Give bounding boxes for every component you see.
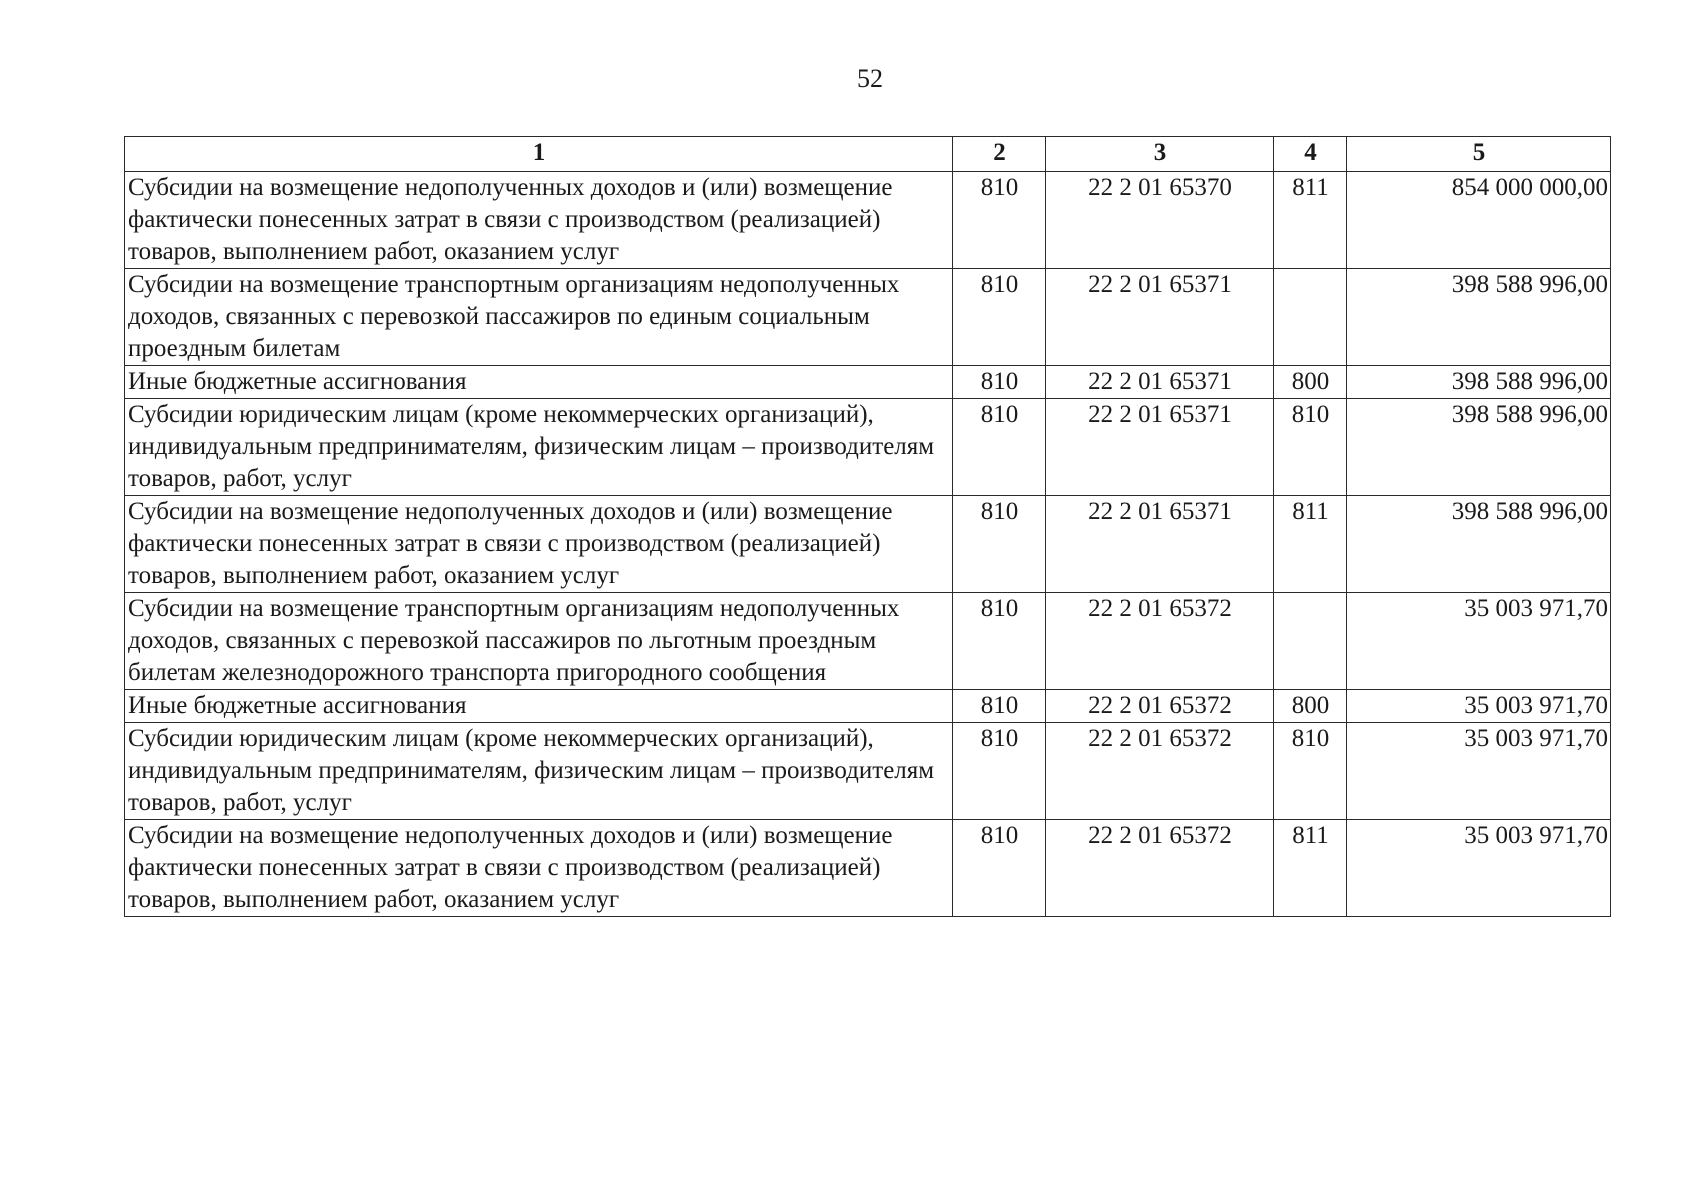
row-col3: 22 2 01 65372: [1046, 593, 1274, 690]
row-col3: 22 2 01 65371: [1046, 269, 1274, 366]
row-col3: 22 2 01 65371: [1046, 366, 1274, 399]
table-row: [125, 269, 1611, 366]
header-col-4: 4: [1274, 137, 1347, 172]
row-col2: 810: [953, 690, 1046, 723]
table-row: [125, 496, 1611, 593]
row-col2: 810: [953, 820, 1046, 917]
row-name: Субсидии юридическим лицам (кроме некоммерческих организаций), индивидуальным предпринимателям, физическим лицам – производителям товаров, работ, услуг: [125, 723, 953, 820]
table-row: [125, 366, 1611, 399]
budget-table: [124, 136, 1611, 917]
header-col-5: 5: [1347, 137, 1611, 172]
row-col2: 810: [953, 399, 1046, 496]
row-amount: 398 588 996,00: [1347, 366, 1611, 399]
row-amount: 35 003 971,70: [1347, 690, 1611, 723]
row-amount: 35 003 971,70: [1347, 593, 1611, 690]
row-col2: 810: [953, 366, 1046, 399]
row-amount: 398 588 996,00: [1347, 399, 1611, 496]
table-header-row: [125, 137, 1611, 172]
row-name: Субсидии на возмещение транспортным организациям недополученных доходов, связанных с перевозкой пассажиров по льготным проездным билетам железнодорожного транспорта пригородного сообщения: [125, 593, 953, 690]
row-col4: [1274, 593, 1347, 690]
row-name: Субсидии на возмещение недополученных доходов и (или) возмещение фактически понесенных затрат в связи с производством (реализацией) товаров, выполнением работ, оказанием услуг: [125, 820, 953, 917]
row-amount: 398 588 996,00: [1347, 269, 1611, 366]
table-row: [125, 723, 1611, 820]
row-amount: 398 588 996,00: [1347, 496, 1611, 593]
row-col3: 22 2 01 65371: [1046, 399, 1274, 496]
header-col-3: 3: [1046, 137, 1274, 172]
row-amount: 854 000 000,00: [1347, 172, 1611, 269]
header-col-2: 2: [953, 137, 1046, 172]
header-col-1: 1: [125, 137, 953, 172]
row-col2: 810: [953, 269, 1046, 366]
row-col2: 810: [953, 496, 1046, 593]
table-row: [125, 399, 1611, 496]
row-col4: 800: [1274, 366, 1347, 399]
row-amount: 35 003 971,70: [1347, 723, 1611, 820]
row-col3: 22 2 01 65372: [1046, 723, 1274, 820]
table-row: [125, 172, 1611, 269]
row-name: Субсидии юридическим лицам (кроме некоммерческих организаций), индивидуальным предпринимателям, физическим лицам – производителям товаров, работ, услуг: [125, 399, 953, 496]
row-name: Субсидии на возмещение недополученных доходов и (или) возмещение фактически понесенных затрат в связи с производством (реализацией) товаров, выполнением работ, оказанием услуг: [125, 172, 953, 269]
table-row: [125, 820, 1611, 917]
row-col3: 22 2 01 65370: [1046, 172, 1274, 269]
table-row: [125, 690, 1611, 723]
row-col4: [1274, 269, 1347, 366]
row-col2: 810: [953, 723, 1046, 820]
row-name: Субсидии на возмещение транспортным организациям недополученных доходов, связанных с перевозкой пассажиров по единым социальным проездным билетам: [125, 269, 953, 366]
row-name: Иные бюджетные ассигнования: [125, 690, 953, 723]
row-col4: 811: [1274, 820, 1347, 917]
row-col4: 810: [1274, 399, 1347, 496]
row-name: Субсидии на возмещение недополученных доходов и (или) возмещение фактически понесенных затрат в связи с производством (реализацией) товаров, выполнением работ, оказанием услуг: [125, 496, 953, 593]
row-col2: 810: [953, 593, 1046, 690]
row-name: Иные бюджетные ассигнования: [125, 366, 953, 399]
row-col3: 22 2 01 65372: [1046, 820, 1274, 917]
row-col3: 22 2 01 65371: [1046, 496, 1274, 593]
row-col4: 811: [1274, 496, 1347, 593]
row-col4: 811: [1274, 172, 1347, 269]
row-col2: 810: [953, 172, 1046, 269]
page-number: 52: [857, 64, 883, 93]
row-col4: 810: [1274, 723, 1347, 820]
row-col3: 22 2 01 65372: [1046, 690, 1274, 723]
row-amount: 35 003 971,70: [1347, 820, 1611, 917]
table-row: [125, 593, 1611, 690]
row-col4: 800: [1274, 690, 1347, 723]
